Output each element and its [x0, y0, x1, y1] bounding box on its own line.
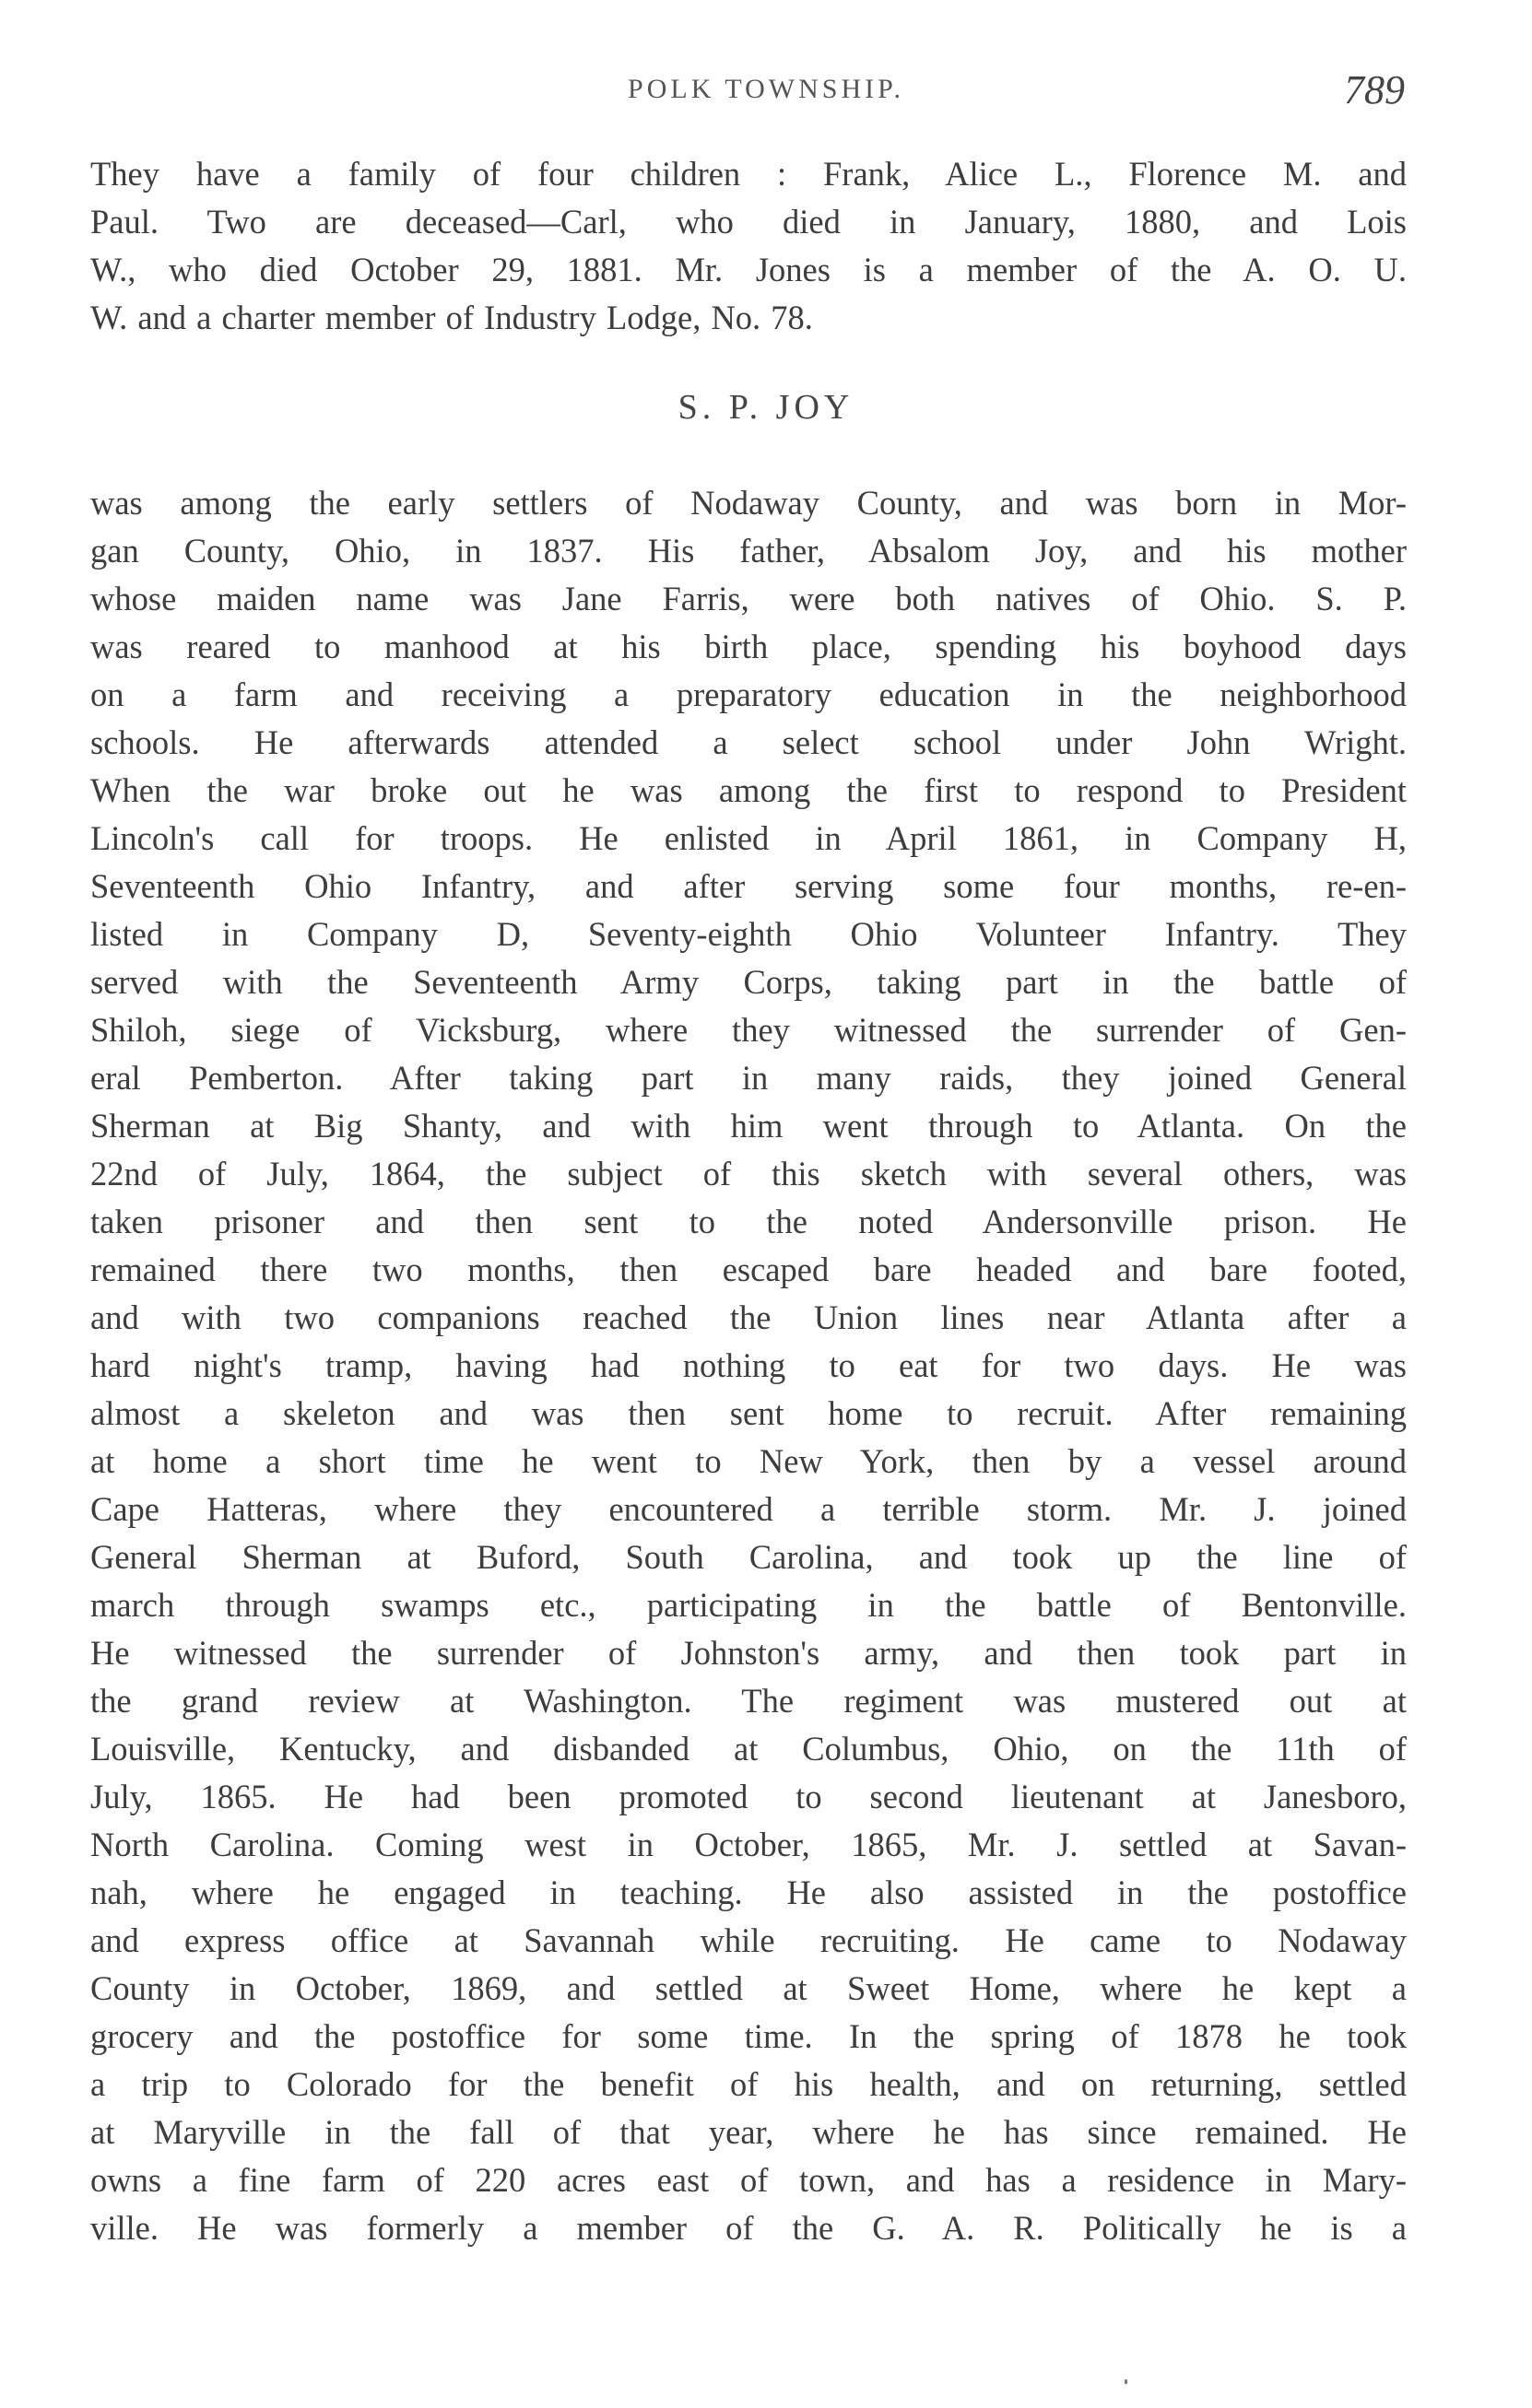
text-line: grocery and the postoffice for some time. In the spring of 1878 he took: [90, 2017, 1407, 2055]
text-line: was among the early settlers of Nodaway County, and was born in Mor-: [90, 484, 1407, 522]
text-line: on a farm and receiving a preparatory education in the neighborhood: [90, 675, 1407, 713]
text-line: at Maryville in the fall of that year, where he has since remained. He: [90, 2113, 1407, 2151]
text-line: When the war broke out he was among the first to respond to President: [90, 771, 1407, 809]
text-line: schools. He afterwards attended a select school under John Wright.: [90, 723, 1407, 761]
text-line: He witnessed the surrender of Johnston's army, and then took part in: [90, 1634, 1407, 1672]
text-line: W., who died October 29, 1881. Mr. Jones is a member of the A. O. U.: [90, 251, 1407, 288]
text-line: and express office at Savannah while recruiting. He came to Nodaway: [90, 1921, 1407, 1959]
paragraph-biography: [90, 479, 1407, 2252]
running-header: [0, 66, 1532, 122]
text-line: taken prisoner and then sent to the noted Andersonville prison. He: [90, 1203, 1407, 1240]
ink-speck: [1125, 2379, 1127, 2384]
text-line: and with two companions reached the Union lines near Atlanta after a: [90, 1298, 1407, 1336]
text-line: Paul. Two are deceased—Carl, who died in January, 1880, and Lois: [90, 203, 1407, 241]
text-line: owns a fine farm of 220 acres east of town, and has a residence in Mary-: [90, 2161, 1407, 2199]
text-line: almost a skeleton and was then sent home to recruit. After remaining: [90, 1394, 1407, 1432]
text-line: hard night's tramp, having had nothing to eat for two days. He was: [90, 1346, 1407, 1384]
text-line: ville. He was formerly a member of the G. A. R. Politically he is a: [90, 2209, 1407, 2247]
text-line: July, 1865. He had been promoted to second lieutenant at Janesboro,: [90, 1778, 1407, 1815]
text-line: Louisville, Kentucky, and disbanded at Columbus, Ohio, on the 11th of: [90, 1730, 1407, 1768]
text-line: gan County, Ohio, in 1837. His father, Absalom Joy, and his mother: [90, 532, 1407, 570]
text-line: 22nd of July, 1864, the subject of this sketch with several others, was: [90, 1155, 1407, 1192]
text-line: the grand review at Washington. The regiment was mustered out at: [90, 1682, 1407, 1720]
text-line: a trip to Colorado for the benefit of his health, and on returning, settled: [90, 2065, 1407, 2103]
text-line: County in October, 1869, and settled at Sweet Home, where he kept a: [90, 1969, 1407, 2007]
section-heading: S. P. JOY: [678, 388, 854, 427]
text-line: remained there two months, then escaped bare headed and bare footed,: [90, 1251, 1407, 1288]
text-line: W. and a charter member of Industry Lodge, No. 78.: [90, 299, 813, 336]
text-line: North Carolina. Coming west in October, 1865, Mr. J. settled at Savan-: [90, 1826, 1407, 1863]
text-line: nah, where he engaged in teaching. He also assisted in the postoffice: [90, 1874, 1407, 1911]
text-line: was reared to manhood at his birth place, spending his boyhood days: [90, 628, 1407, 665]
text-line: Sherman at Big Shanty, and with him went through to Atlanta. On the: [90, 1107, 1407, 1145]
text-line: Shiloh, siege of Vicksburg, where they witnessed the surrender of Gen-: [90, 1011, 1407, 1049]
paragraph-family: [90, 150, 1407, 342]
text-line: They have a family of four children : Frank, Alice L., Florence M. and: [90, 155, 1407, 193]
text-line: Cape Hatteras, where they encountered a terrible storm. Mr. J. joined: [90, 1490, 1407, 1528]
text-line: listed in Company D, Seventy-eighth Ohio Volunteer Infantry. They: [90, 915, 1407, 953]
text-line: whose maiden name was Jane Farris, were both natives of Ohio. S. P.: [90, 580, 1407, 617]
page-number: 789: [1344, 67, 1405, 112]
text-line: eral Pemberton. After taking part in many raids, they joined General: [90, 1059, 1407, 1097]
text-line: march through swamps etc., participating in the battle of Bentonville.: [90, 1586, 1407, 1624]
running-title: POLK TOWNSHIP.: [628, 74, 904, 104]
text-line: Lincoln's call for troops. He enlisted in April 1861, in Company H,: [90, 819, 1407, 857]
text-line: at home a short time he went to New York, then by a vessel around: [90, 1442, 1407, 1480]
text-line: Seventeenth Ohio Infantry, and after serving some four months, re-en-: [90, 867, 1407, 905]
text-line: General Sherman at Buford, South Carolina, and took up the line of: [90, 1538, 1407, 1576]
text-line: served with the Seventeenth Army Corps, taking part in the battle of: [90, 963, 1407, 1001]
